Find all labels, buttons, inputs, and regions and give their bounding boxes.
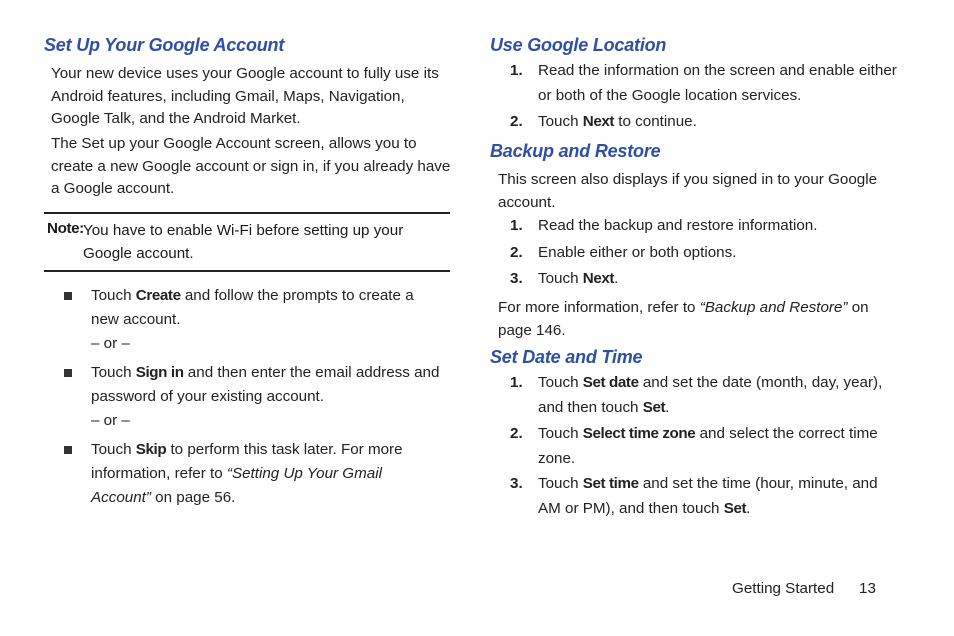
intro-paragraph: Your new device uses your Google account to fully use its Android features, including Gmail, Maps, Navigation, Google Talk, and the Android Market. — [51, 65, 439, 127]
note-label: Note: — [47, 220, 84, 237]
footer-page-number: 13 — [859, 580, 876, 597]
screen-paragraph: The Set up your Google Account screen, allows you to create a new Google account or sign in, if you already have a Google account. — [51, 135, 451, 197]
step-number: 3. — [510, 270, 523, 287]
step-location-1: Read the information on the screen and enable either or both of the Google location services. — [538, 62, 897, 104]
bullet-square-icon — [64, 292, 72, 300]
note-box — [44, 212, 450, 272]
step-datetime-3: Touch Set time and set the time (hour, minute, and AM or PM), and then touch Set. — [538, 475, 878, 517]
step-number: 2. — [510, 425, 523, 442]
step-number: 2. — [510, 113, 523, 130]
section-heading-google-account: Set Up Your Google Account — [44, 35, 285, 55]
step-number: 2. — [510, 244, 523, 261]
or-separator: – or – — [91, 335, 130, 352]
backup-intro: This screen also displays if you signed in to your Google account. — [498, 171, 878, 211]
gmail-reference-link[interactable]: “Setting Up Your Gmail Account” — [91, 465, 382, 506]
backup-reference-link[interactable]: “Backup and Restore” — [699, 299, 848, 316]
note-text: You have to enable Wi-Fi before setting up your Google account. — [83, 222, 404, 262]
step-number: 1. — [510, 62, 523, 79]
bullet-sign-in: Touch Sign in and then enter the email address and password of your existing account. — [91, 364, 440, 405]
step-location-2: Touch Next to continue. — [538, 113, 697, 130]
bullet-square-icon — [64, 446, 72, 454]
or-separator: – or – — [91, 412, 130, 429]
section-heading-backup-restore: Backup and Restore — [490, 141, 661, 161]
bullet-create: Touch Create and follow the prompts to create a new account. — [91, 287, 414, 328]
step-backup-3: Touch Next. — [538, 270, 619, 287]
step-backup-2: Enable either or both options. — [538, 244, 737, 261]
section-heading-date-time: Set Date and Time — [490, 347, 643, 367]
step-datetime-1: Touch Set date and set the date (month, day, year), and then touch Set. — [538, 374, 883, 416]
step-datetime-2: Touch Select time zone and select the correct time zone. — [538, 425, 878, 467]
step-backup-1: Read the backup and restore information. — [538, 217, 818, 234]
step-number: 1. — [510, 374, 523, 391]
footer-section-title: Getting Started — [732, 580, 835, 597]
bullet-square-icon — [64, 369, 72, 377]
step-number: 3. — [510, 475, 523, 492]
section-heading-google-location: Use Google Location — [490, 35, 667, 55]
backup-more-info: For more information, refer to “Backup and Restore” on page 146. — [498, 299, 869, 339]
bullet-skip: Touch Skip to perform this task later. For more information, refer to “Setting Up Your Gmail Account” on page 56. — [91, 441, 403, 506]
step-number: 1. — [510, 217, 523, 234]
